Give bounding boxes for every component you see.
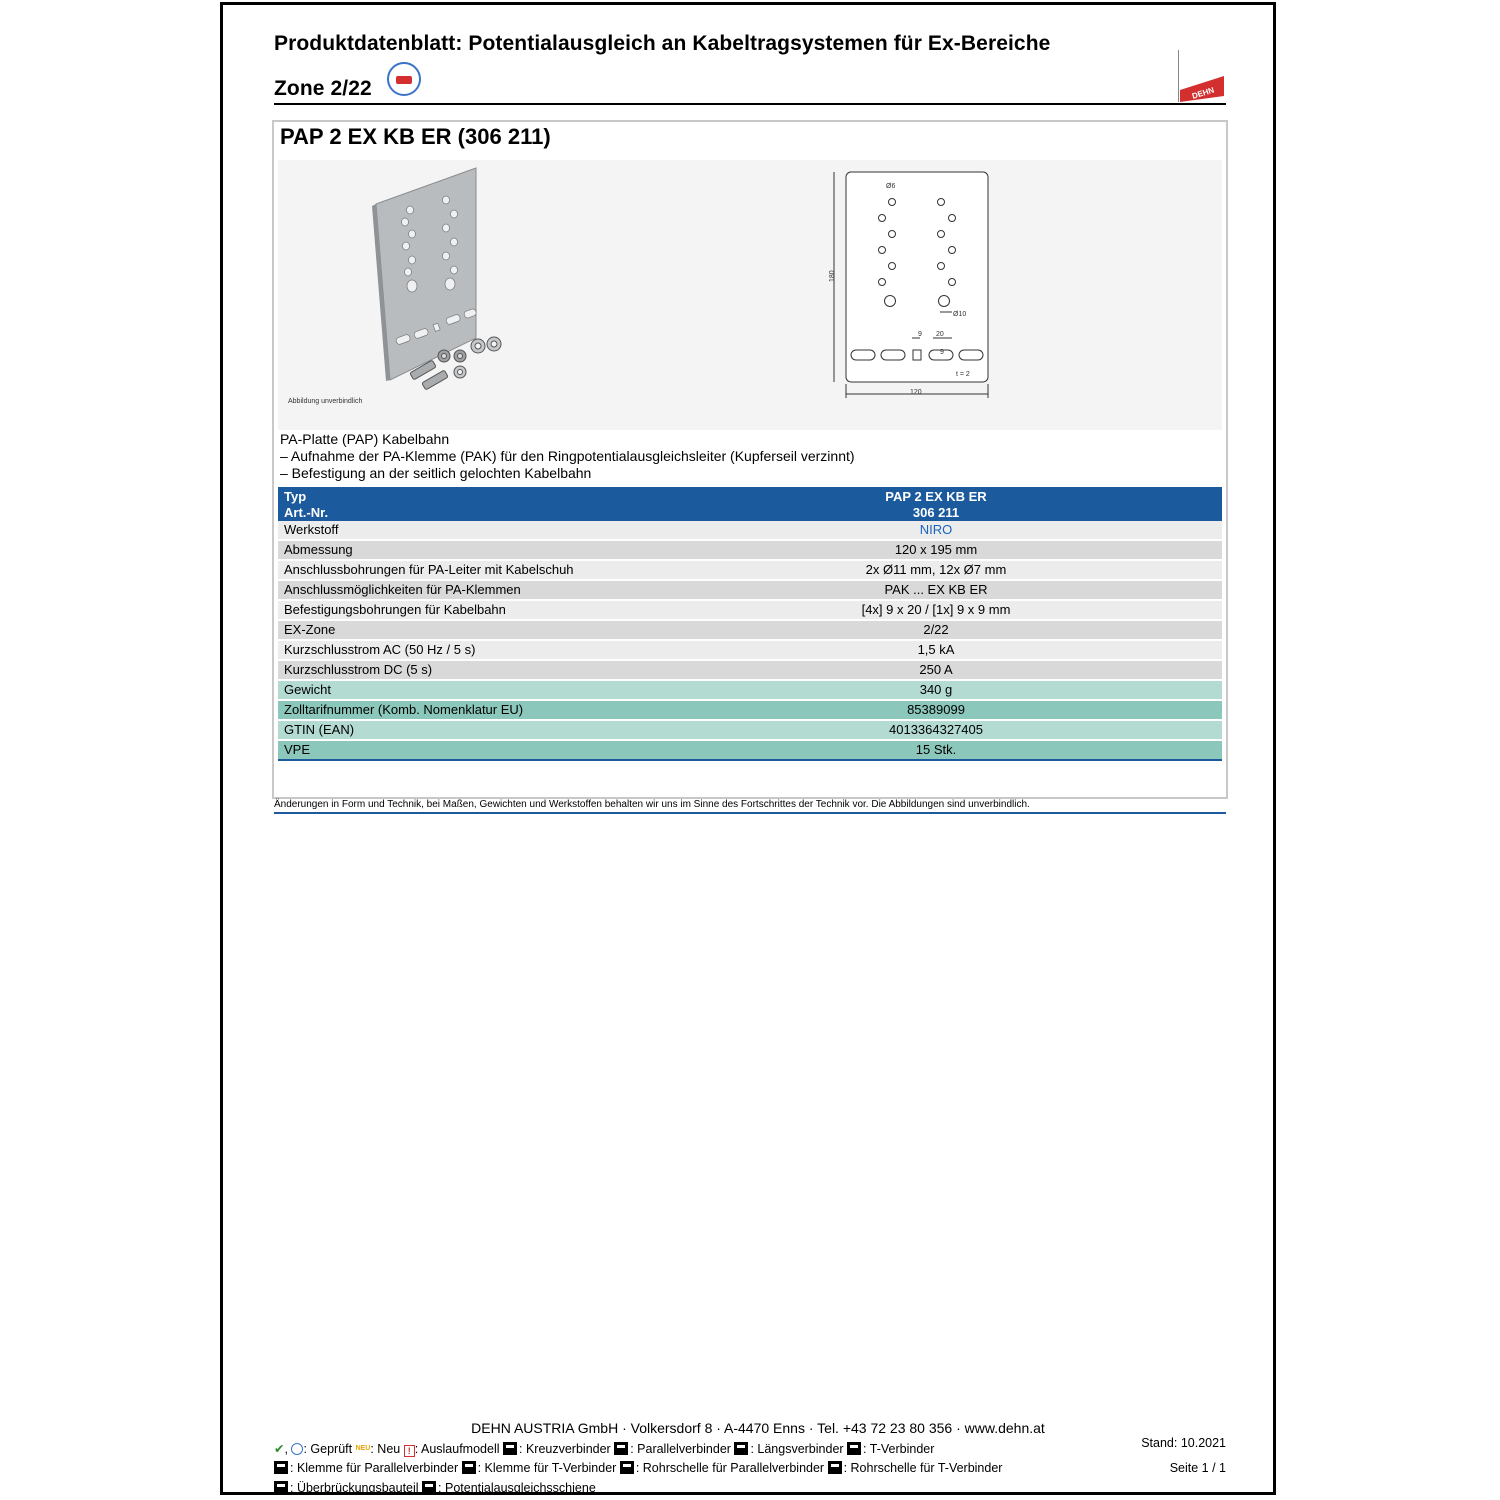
- document-title-line1: Produktdatenblatt: Potentialausgleich an Kabeltragsystemen für Ex-Bereiche: [274, 32, 1051, 55]
- dim-height: 180: [829, 270, 836, 282]
- row-key: Kurzschlusstrom AC (50 Hz / 5 s): [284, 642, 476, 657]
- row-key: VPE: [284, 742, 311, 757]
- row-value: 340 g: [919, 682, 953, 697]
- legend-klemme-parallel: : Klemme für Parallelverbinder: [290, 1461, 459, 1475]
- klemme-parallel-icon: [274, 1461, 288, 1474]
- row-key: Abmessung: [284, 542, 353, 557]
- row-key: Anschlussmöglichkeiten für PA-Klemmen: [284, 582, 521, 597]
- row-value: 85389099: [907, 702, 965, 717]
- row-key: GTIN (EAN): [284, 722, 355, 737]
- dehn-logo-text: DEHN: [1190, 85, 1216, 101]
- table-row: [278, 621, 1222, 639]
- rohrschelle-t-icon: [828, 1461, 842, 1474]
- eplus-badge-icon: [387, 62, 421, 96]
- footer-address: DEHN AUSTRIA GmbH · Volkersdorf 8 · A-4470 Enns · Tel. +43 72 23 80 356 · www.dehn.at: [471, 1420, 1045, 1436]
- checkmark-icon: ✔: [274, 1442, 285, 1456]
- legend-auslauf: : Auslaufmodell: [414, 1442, 500, 1456]
- product-title: PAP 2 EX KB ER (306 211): [280, 124, 551, 149]
- legend-geprueft: : Geprüft: [303, 1442, 353, 1456]
- row-key: Kurzschlusstrom DC (5 s): [284, 662, 433, 677]
- legend-rohr-parallel: : Rohrschelle für Parallelverbinder: [635, 1461, 825, 1475]
- legend-schiene: : Potentialausgleichsschiene: [438, 1481, 596, 1495]
- typ-value: PAP 2 EX KB ER: [885, 489, 987, 504]
- parallelverbinder-icon: [614, 1442, 628, 1455]
- table-row: [278, 661, 1222, 679]
- row-value: [4x] 9 x 20 / [1x] 9 x 9 mm: [861, 602, 1011, 617]
- rohrschelle-parallel-icon: [620, 1461, 634, 1474]
- dim-slot-pitch: 20: [936, 331, 944, 338]
- row-value: 2x Ø11 mm, 12x Ø7 mm: [865, 562, 1007, 577]
- table-bottom-rule: [278, 759, 1222, 761]
- table-row: [278, 541, 1222, 559]
- row-value: 4013364327405: [889, 722, 983, 737]
- row-key: Anschlussbohrungen für PA-Leiter mit Kabelschuh: [284, 562, 574, 577]
- legend-t: : T-Verbinder: [863, 1442, 935, 1456]
- art-nr-label: Art.-Nr.: [284, 505, 329, 520]
- legend-neu: : Neu: [370, 1442, 401, 1456]
- typ-label: Typ: [284, 489, 307, 504]
- table-row: [278, 681, 1222, 699]
- row-value: NIRO: [919, 522, 953, 537]
- page-number: Seite 1 / 1: [1169, 1461, 1226, 1475]
- auslauf-icon: !: [404, 1445, 415, 1457]
- product-photo: [360, 166, 510, 396]
- spec-table-header: [278, 487, 1222, 521]
- image-caption: Abbildung unverbindlich: [288, 398, 363, 405]
- table-row: [278, 561, 1222, 579]
- disclaimer-rule: [274, 812, 1226, 814]
- dehn-logo-icon: [1178, 50, 1226, 102]
- document-title-line2: Zone 2/22: [274, 77, 372, 100]
- row-value: 250 A: [919, 662, 953, 677]
- description-line-3: – Befestigung an der seitlich gelochten Kabelbahn: [280, 465, 592, 481]
- row-key: Werkstoff: [284, 522, 339, 537]
- legend-laengs: : Längsverbinder: [750, 1442, 844, 1456]
- description-line-1: PA-Platte (PAP) Kabelbahn: [280, 431, 450, 447]
- legend-rohr-t: : Rohrschelle für T-Verbinder: [843, 1461, 1003, 1475]
- description-line-2: – Aufnahme der PA-Klemme (PAK) für den Ringpotentialausgleichsleiter (Kupferseil verzinnt): [280, 448, 855, 464]
- row-value: 120 x 195 mm: [894, 542, 978, 557]
- table-row: [278, 581, 1222, 599]
- t-verbinder-icon: [847, 1442, 861, 1455]
- neu-badge-icon: NEU: [355, 1445, 371, 1452]
- table-row: [278, 641, 1222, 659]
- laengsverbinder-icon: [734, 1442, 748, 1455]
- dim-dia-large: Ø10: [953, 311, 967, 318]
- kreuzverbinder-icon: [503, 1442, 517, 1455]
- technical-drawing: [820, 166, 1010, 402]
- klemme-t-icon: [462, 1461, 476, 1474]
- legend-line-2: [274, 1461, 1002, 1475]
- row-value: PAK ... EX KB ER: [884, 582, 988, 597]
- row-value: 1,5 kA: [917, 642, 955, 657]
- dim-dia-small: Ø6: [886, 183, 896, 190]
- table-row: [278, 701, 1222, 719]
- row-value: 2/22: [923, 622, 949, 637]
- disclaimer-text: Änderungen in Form und Technik, bei Maßen, Gewichten und Werkstoffen behalten wir uns im Sinne des Fortschrittes der Technik vor. Die Abbildungen sind unverbindlich.: [274, 799, 1030, 810]
- legend-klemme-t: : Klemme für T-Verbinder: [477, 1461, 617, 1475]
- dim-slot-width: 9: [918, 331, 922, 338]
- legend-ueberbrueckung: : Überbrückungsbauteil: [290, 1481, 419, 1495]
- table-row: [278, 521, 1222, 539]
- dim-slot-height: 9: [940, 349, 944, 356]
- legend-parallel: : Parallelverbinder: [630, 1442, 731, 1456]
- art-nr-value: 306 211: [912, 505, 960, 520]
- ueberbrueckung-icon: [274, 1481, 288, 1494]
- stand-date: Stand: 10.2021: [1141, 1436, 1226, 1450]
- row-key: Zolltarifnummer (Komb. Nomenklatur EU): [284, 702, 524, 717]
- dim-thickness: t = 2: [956, 371, 970, 378]
- dim-width: 120: [910, 389, 922, 396]
- legend-line-1: [274, 1441, 934, 1457]
- geprueft-icon: [291, 1443, 303, 1455]
- legend-line-3: [274, 1481, 596, 1495]
- table-row: [278, 721, 1222, 739]
- table-row: [278, 601, 1222, 619]
- legend-kreuz: : Kreuzverbinder: [519, 1442, 611, 1456]
- pa-schiene-icon: [422, 1481, 436, 1494]
- row-key: Befestigungsbohrungen für Kabelbahn: [284, 602, 506, 617]
- row-key: Gewicht: [284, 682, 331, 697]
- row-value: 15 Stk.: [915, 742, 957, 757]
- legend-comma: ,: [284, 1442, 288, 1456]
- header-rule: [274, 103, 1226, 105]
- table-row: [278, 741, 1222, 759]
- row-key: EX-Zone: [284, 622, 336, 637]
